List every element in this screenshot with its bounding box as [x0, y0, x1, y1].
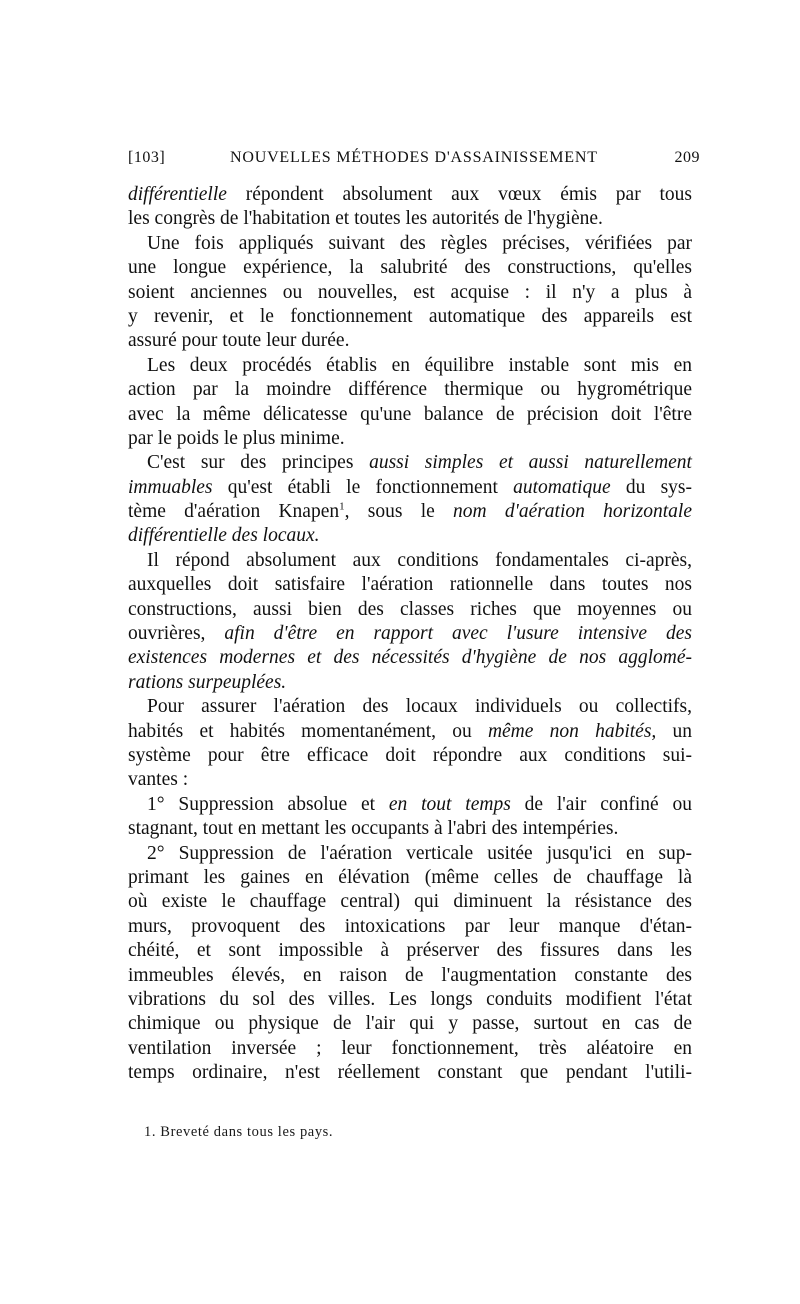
paragraph-start-line: 1° Suppression absolue et en tout temps de l'air confiné ou: [147, 793, 692, 815]
text-line: y revenir, et le fonctionnement automatique des appareils est: [128, 305, 692, 327]
italic-text: nom d'aération horizontale: [453, 501, 692, 523]
text-line: auxquelles doit satisfaire l'aération rationnelle dans toutes nos: [128, 574, 692, 596]
text-line: action par la moindre différence thermique ou hygrométrique: [128, 379, 692, 401]
text-line: chéité, et sont impossible à préserver des fissures dans les: [128, 940, 692, 962]
paragraph-start-line: C'est sur des principes aussi simples et aussi naturellement: [147, 452, 692, 474]
text-line: où existe le chauffage central) qui diminuent la résistance des: [128, 891, 692, 913]
text-line: système pour être efficace doit répondre aux conditions sui-: [128, 744, 692, 766]
text-line: vibrations du sol des villes. Les longs conduits modifient l'état: [128, 988, 692, 1010]
folio-bracket-number: [103]: [128, 149, 166, 166]
page-number: 209: [674, 149, 700, 166]
footnote-marker: 1: [339, 500, 345, 513]
paragraph-start-line: Les deux procédés établis en équilibre instable sont mis en: [147, 354, 692, 376]
text-line: les congrès de l'habitation et toutes les autorités de l'hygiène.: [128, 208, 603, 230]
italic-text: immuables: [128, 476, 213, 498]
text-line: tème d'aération Knapen$^1$, sous le nom d'aération horizontale: [128, 500, 692, 523]
paragraph-start-line: Pour assurer l'aération des locaux individuels ou collectifs,: [147, 696, 692, 718]
text-line: par le poids le plus minime.: [128, 427, 345, 449]
italic-text: même non habités,: [487, 720, 657, 742]
text-line: [128, 524, 692, 548]
text-line: différentielle répondent absolument aux vœux émis par tous: [128, 184, 692, 205]
text-line: immeubles élevés, en raison de l'augmentation constante des: [128, 964, 692, 986]
running-title: NOUVELLES MÉTHODES D'ASSAINISSEMENT: [230, 149, 598, 166]
body-text: [128, 183, 692, 1085]
text-line: murs, provoquent des intoxications par leur manque d'étan-: [128, 915, 692, 937]
italic-text: différentielle des locaux.: [128, 525, 320, 547]
text-line: [128, 671, 692, 695]
italic-text: afin d'être en rapport avec l'usure intensive des: [224, 623, 692, 645]
footnote: 1. Breveté dans tous les pays.: [144, 1124, 334, 1140]
text-line: vantes :: [128, 769, 189, 791]
text-line: ventilation inversée ; leur fonctionnement, très aléatoire en: [128, 1037, 692, 1059]
text-line: [128, 646, 692, 670]
italic-text: rations surpeuplées.: [128, 671, 287, 693]
paragraph-start-line: 2° Suppression de l'aération verticale usitée jusqu'ici en sup-: [147, 842, 692, 864]
text-line: une longue expérience, la salubrité des constructions, qu'elles: [128, 257, 692, 279]
text-line: soient anciennes ou nouvelles, est acquise : il n'y a plus à: [128, 281, 692, 303]
italic-text: automatique: [513, 476, 611, 498]
text-line: primant les gaines en élévation (même celles de chauffage là: [128, 866, 692, 888]
running-header: [128, 149, 712, 175]
text-line: assuré pour toute leur durée.: [128, 330, 350, 352]
text-line: habités et habités momentanément, ou même non habités, un: [128, 720, 693, 742]
text-line: temps ordinaire, n'est réellement constant que pendant l'utili-: [128, 1062, 692, 1084]
italic-text: aussi simples et aussi naturellement: [369, 452, 692, 474]
italic-text: différentielle: [128, 184, 227, 205]
paragraph-start-line: Une fois appliqués suivant des règles précises, vérifiées par: [147, 232, 692, 254]
italic-text: en tout temps: [388, 793, 511, 815]
text-line: immuables qu'est établi le fonctionnement automatique du sys-: [128, 476, 692, 498]
text-line: avec la même délicatesse qu'une balance de précision doit l'être: [128, 403, 692, 425]
italic-text: existences modernes et des nécessités d'hygiène de nos agglomé-: [128, 647, 692, 669]
text-line: chimique ou physique de l'air qui y passe, surtout en cas de: [128, 1013, 692, 1035]
text-line: stagnant, tout en mettant les occupants à l'abri des intempéries.: [128, 818, 619, 840]
paragraph-start-line: Il répond absolument aux conditions fondamentales ci-après,: [147, 549, 692, 571]
text-line: ouvrières, afin d'être en rapport avec l'usure intensive des: [128, 623, 692, 645]
text-line: constructions, aussi bien des classes riches que moyennes ou: [128, 598, 692, 620]
